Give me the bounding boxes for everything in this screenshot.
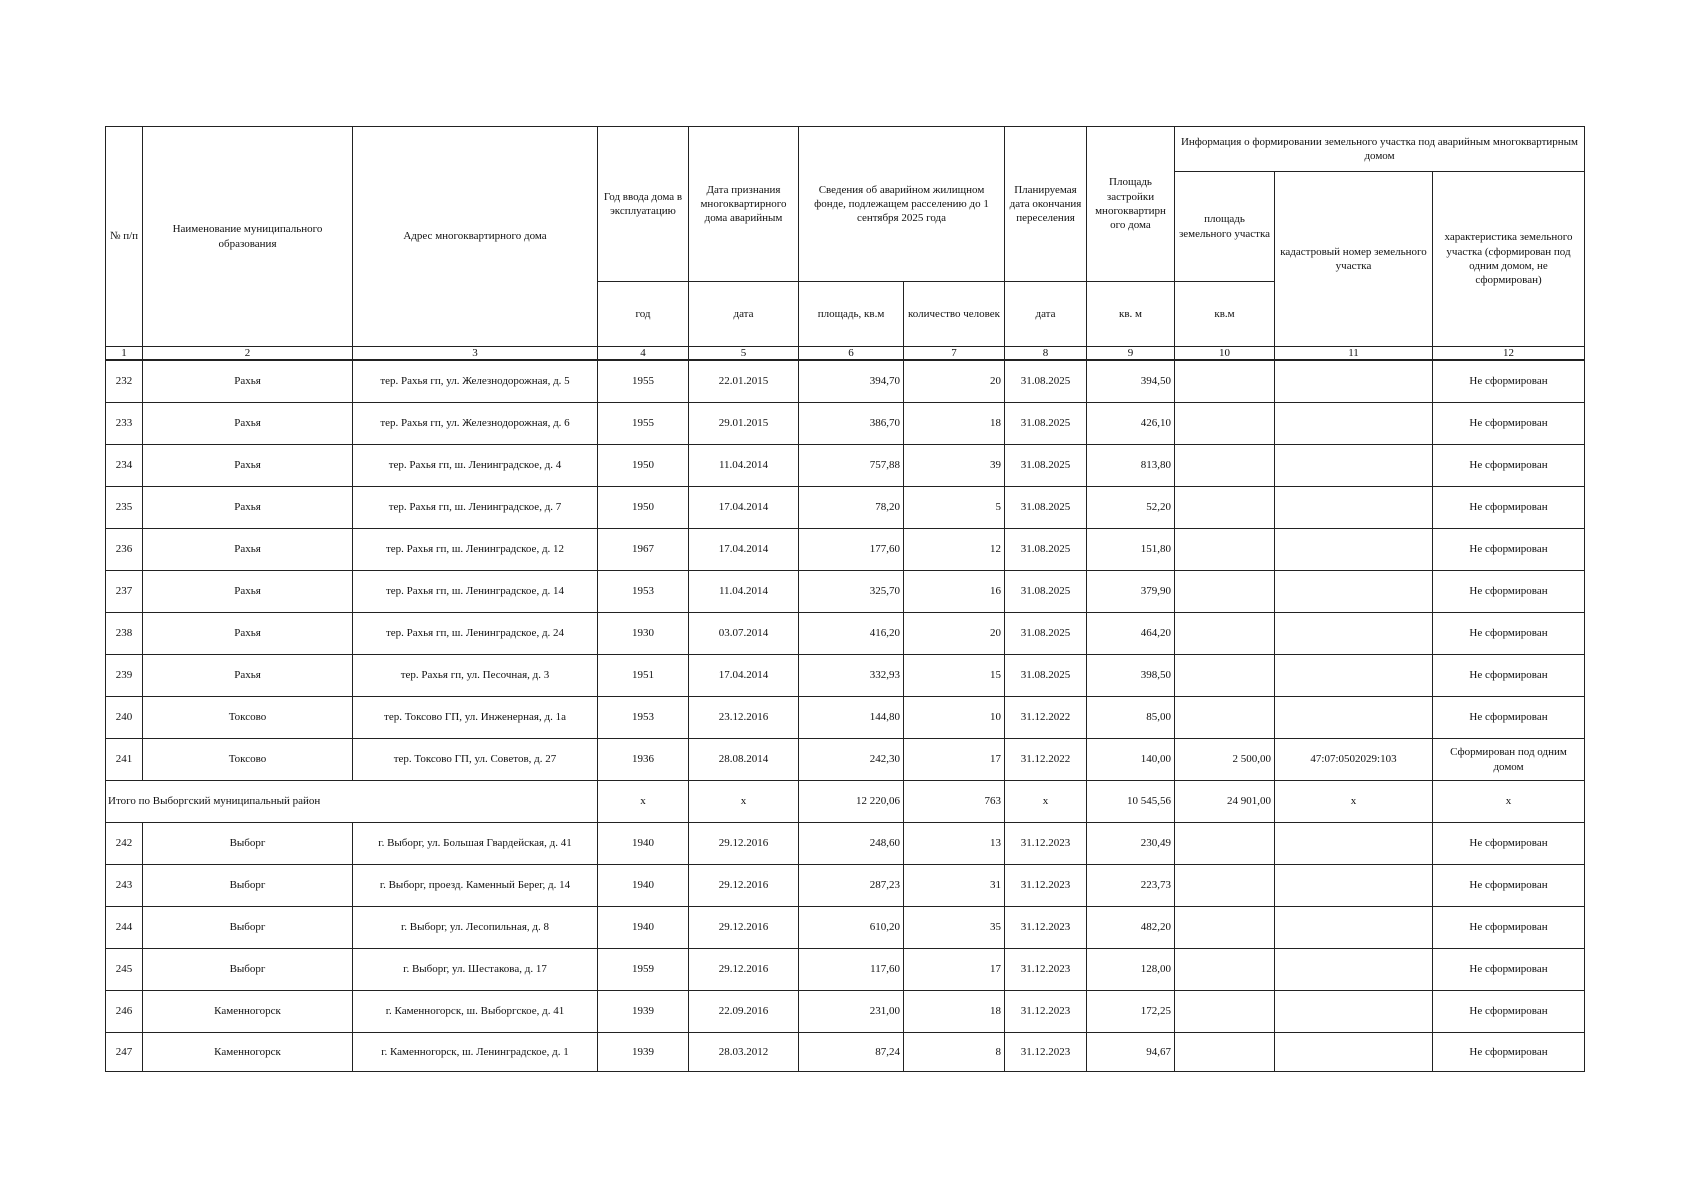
table-row [106,487,1585,529]
cell-number: 234 [106,445,143,487]
cell-municipality: Рахья [143,487,353,529]
document-sheet [105,126,1585,1072]
cell-area: 394,70 [799,360,904,403]
cell-address: г. Выборг, ул. Шестакова, д. 17 [353,949,598,991]
cell-area: 757,88 [799,445,904,487]
cell-year-built: 1939 [598,1033,689,1072]
cell-built-area: 464,20 [1087,613,1175,655]
cell-built-area: 52,20 [1087,487,1175,529]
cell-area: 287,23 [799,865,904,907]
cell-cadastral [1275,907,1433,949]
cell-year-built: 1967 [598,529,689,571]
cell-date-recognized: 03.07.2014 [689,613,799,655]
cell-area: 332,93 [799,655,904,697]
cell-address: г. Выборг, проезд. Каменный Берег, д. 14 [353,865,598,907]
cell-land-char: Не сформирован [1433,949,1585,991]
cell-land-area [1175,529,1275,571]
cell-people: 16 [904,571,1005,613]
cell-number: 242 [106,823,143,865]
cell-municipality: Рахья [143,529,353,571]
header-planned-date: Планируемая дата окончания переселения [1005,127,1087,282]
cell-cadastral [1275,529,1433,571]
cell-people: 8 [904,1033,1005,1072]
cell-address: г. Выборг, ул. Большая Гвардейская, д. 41 [353,823,598,865]
cell-number: 239 [106,655,143,697]
cell-planned-date: 31.12.2023 [1005,1033,1087,1072]
cell-built-area: 151,80 [1087,529,1175,571]
cell-planned-date: 31.08.2025 [1005,613,1087,655]
cell-municipality: Токсово [143,739,353,781]
cell-planned-date: 31.08.2025 [1005,571,1087,613]
total-area: 12 220,06 [799,781,904,823]
cell-area: 610,20 [799,907,904,949]
column-numbers-row [106,347,1585,361]
header-date-recognized: Дата признания многоквартирного дома аварийным [689,127,799,282]
cell-people: 15 [904,655,1005,697]
cell-land-char: Не сформирован [1433,529,1585,571]
cell-people: 18 [904,403,1005,445]
cell-land-area [1175,487,1275,529]
cell-address: тер. Рахья гп, ул. Железнодорожная, д. 5 [353,360,598,403]
cell-cadastral [1275,991,1433,1033]
cell-municipality: Рахья [143,445,353,487]
total-date: x [689,781,799,823]
column-number: 10 [1175,347,1275,361]
cell-planned-date: 31.08.2025 [1005,529,1087,571]
cell-people: 39 [904,445,1005,487]
cell-built-area: 379,90 [1087,571,1175,613]
column-number: 9 [1087,347,1175,361]
cell-number: 233 [106,403,143,445]
total-built-area: 10 545,56 [1087,781,1175,823]
cell-land-char: Не сформирован [1433,697,1585,739]
table-row [106,865,1585,907]
cell-people: 18 [904,991,1005,1033]
table-row [106,949,1585,991]
cell-year-built: 1950 [598,445,689,487]
cell-date-recognized: 23.12.2016 [689,697,799,739]
cell-year-built: 1953 [598,571,689,613]
cell-built-area: 94,67 [1087,1033,1175,1072]
cell-date-recognized: 29.12.2016 [689,823,799,865]
cell-area: 416,20 [799,613,904,655]
cell-built-area: 813,80 [1087,445,1175,487]
cell-number: 237 [106,571,143,613]
header-no: № п/п [106,127,143,347]
cell-area: 248,60 [799,823,904,865]
unit-date: дата [689,282,799,347]
table-row [106,739,1585,781]
cell-planned-date: 31.12.2022 [1005,697,1087,739]
total-planned: x [1005,781,1087,823]
cell-built-area: 426,10 [1087,403,1175,445]
column-number: 11 [1275,347,1433,361]
header-land-area: площадь земельного участка [1175,172,1275,282]
unit-planned-date: дата [1005,282,1087,347]
cell-cadastral [1275,571,1433,613]
cell-year-built: 1940 [598,907,689,949]
column-number: 1 [106,347,143,361]
cell-date-recognized: 29.12.2016 [689,907,799,949]
cell-year-built: 1950 [598,487,689,529]
emergency-housing-table [105,126,1585,1072]
cell-date-recognized: 28.03.2012 [689,1033,799,1072]
cell-year-built: 1959 [598,949,689,991]
cell-cadastral [1275,403,1433,445]
cell-municipality: Выборг [143,865,353,907]
cell-date-recognized: 11.04.2014 [689,571,799,613]
cell-land-area [1175,949,1275,991]
column-number: 5 [689,347,799,361]
table-row [106,1033,1585,1072]
total-label: Итого по Выборгский муниципальный район [106,781,598,823]
table-row [106,613,1585,655]
cell-built-area: 128,00 [1087,949,1175,991]
cell-number: 240 [106,697,143,739]
cell-year-built: 1936 [598,739,689,781]
cell-land-area [1175,360,1275,403]
cell-land-char: Не сформирован [1433,655,1585,697]
cell-cadastral [1275,697,1433,739]
cell-planned-date: 31.12.2022 [1005,739,1087,781]
total-row [106,781,1585,823]
cell-municipality: Рахья [143,613,353,655]
cell-date-recognized: 22.01.2015 [689,360,799,403]
cell-land-area [1175,865,1275,907]
cell-people: 35 [904,907,1005,949]
cell-planned-date: 31.12.2023 [1005,907,1087,949]
cell-cadastral [1275,865,1433,907]
cell-planned-date: 31.08.2025 [1005,360,1087,403]
cell-address: тер. Токсово ГП, ул. Советов, д. 27 [353,739,598,781]
cell-address: тер. Рахья гп, ш. Ленинградское, д. 24 [353,613,598,655]
cell-built-area: 398,50 [1087,655,1175,697]
table-row [106,823,1585,865]
table-row [106,907,1585,949]
cell-date-recognized: 17.04.2014 [689,655,799,697]
cell-municipality: Выборг [143,949,353,991]
cell-address: тер. Рахья гп, ул. Песочная, д. 3 [353,655,598,697]
cell-area: 177,60 [799,529,904,571]
cell-planned-date: 31.08.2025 [1005,403,1087,445]
table-row [106,360,1585,403]
cell-land-char: Не сформирован [1433,360,1585,403]
total-year: x [598,781,689,823]
cell-area: 117,60 [799,949,904,991]
cell-area: 87,24 [799,1033,904,1072]
cell-municipality: Рахья [143,655,353,697]
column-number: 2 [143,347,353,361]
cell-land-char: Сформирован под одним домом [1433,739,1585,781]
cell-land-area [1175,655,1275,697]
cell-municipality: Рахья [143,571,353,613]
cell-area: 144,80 [799,697,904,739]
cell-land-char: Не сформирован [1433,613,1585,655]
cell-cadastral [1275,655,1433,697]
cell-planned-date: 31.12.2023 [1005,991,1087,1033]
cell-land-char: Не сформирован [1433,823,1585,865]
header-built-area: Площадь застройки многоквартирн ого дома [1087,127,1175,282]
cell-built-area: 394,50 [1087,360,1175,403]
unit-land-sqm: кв.м [1175,282,1275,347]
cell-land-area [1175,1033,1275,1072]
cell-date-recognized: 11.04.2014 [689,445,799,487]
cell-planned-date: 31.12.2023 [1005,865,1087,907]
cell-land-char: Не сформирован [1433,865,1585,907]
cell-date-recognized: 29.12.2016 [689,865,799,907]
cell-people: 20 [904,360,1005,403]
cell-address: тер. Рахья гп, ул. Железнодорожная, д. 6 [353,403,598,445]
header-address: Адрес многоквартирного дома [353,127,598,347]
cell-planned-date: 31.12.2023 [1005,949,1087,991]
total-people: 763 [904,781,1005,823]
table-row [106,403,1585,445]
cell-land-area [1175,445,1275,487]
cell-number: 241 [106,739,143,781]
cell-land-area [1175,571,1275,613]
cell-municipality: Токсово [143,697,353,739]
cell-address: тер. Рахья гп, ш. Ленинградское, д. 4 [353,445,598,487]
header-cadastral: кадастровый номер земельного участка [1275,172,1433,347]
cell-number: 236 [106,529,143,571]
table-row [106,571,1585,613]
unit-people: количество человек [904,282,1005,347]
cell-address: тер. Токсово ГП, ул. Инженерная, д. 1а [353,697,598,739]
cell-people: 13 [904,823,1005,865]
cell-number: 247 [106,1033,143,1072]
cell-planned-date: 31.12.2023 [1005,823,1087,865]
cell-number: 232 [106,360,143,403]
cell-date-recognized: 17.04.2014 [689,487,799,529]
cell-address: тер. Рахья гп, ш. Ленинградское, д. 14 [353,571,598,613]
cell-built-area: 140,00 [1087,739,1175,781]
table-row [106,655,1585,697]
cell-land-area [1175,697,1275,739]
total-cadastral: x [1275,781,1433,823]
table-row [106,991,1585,1033]
cell-land-area [1175,907,1275,949]
table-body [106,360,1585,1072]
cell-land-char: Не сформирован [1433,991,1585,1033]
unit-built-sqm: кв. м [1087,282,1175,347]
cell-planned-date: 31.08.2025 [1005,445,1087,487]
cell-address: г. Каменногорск, ш. Выборгское, д. 41 [353,991,598,1033]
cell-address: г. Каменногорск, ш. Ленинградское, д. 1 [353,1033,598,1072]
cell-cadastral [1275,487,1433,529]
cell-number: 245 [106,949,143,991]
cell-area: 78,20 [799,487,904,529]
cell-municipality: Рахья [143,360,353,403]
cell-land-char: Не сформирован [1433,571,1585,613]
cell-area: 386,70 [799,403,904,445]
cell-number: 244 [106,907,143,949]
cell-area: 231,00 [799,991,904,1033]
unit-area: площадь, кв.м [799,282,904,347]
cell-date-recognized: 29.12.2016 [689,949,799,991]
header-mo-name: Наименование муниципального образования [143,127,353,347]
cell-cadastral [1275,445,1433,487]
column-number: 12 [1433,347,1585,361]
cell-date-recognized: 29.01.2015 [689,403,799,445]
cell-year-built: 1953 [598,697,689,739]
cell-year-built: 1955 [598,403,689,445]
header-year-built: Год ввода дома в эксплуатацию [598,127,689,282]
cell-municipality: Выборг [143,907,353,949]
header-land-char: характеристика земельного участка (сформирован под одним домом, не сформирован) [1433,172,1585,347]
cell-people: 5 [904,487,1005,529]
cell-year-built: 1955 [598,360,689,403]
column-number: 4 [598,347,689,361]
column-number: 3 [353,347,598,361]
cell-land-area [1175,403,1275,445]
cell-number: 235 [106,487,143,529]
cell-cadastral [1275,949,1433,991]
column-number: 7 [904,347,1005,361]
cell-year-built: 1930 [598,613,689,655]
cell-people: 12 [904,529,1005,571]
cell-planned-date: 31.08.2025 [1005,487,1087,529]
column-number: 8 [1005,347,1087,361]
cell-year-built: 1951 [598,655,689,697]
cell-land-area [1175,613,1275,655]
cell-people: 20 [904,613,1005,655]
cell-number: 246 [106,991,143,1033]
cell-people: 17 [904,739,1005,781]
cell-cadastral [1275,613,1433,655]
table-row [106,445,1585,487]
cell-cadastral [1275,823,1433,865]
column-number: 6 [799,347,904,361]
cell-built-area: 230,49 [1087,823,1175,865]
cell-area: 325,70 [799,571,904,613]
cell-built-area: 482,20 [1087,907,1175,949]
cell-land-char: Не сформирован [1433,487,1585,529]
cell-address: г. Выборг, ул. Лесопильная, д. 8 [353,907,598,949]
cell-number: 238 [106,613,143,655]
cell-cadastral: 47:07:0502029:103 [1275,739,1433,781]
cell-land-char: Не сформирован [1433,1033,1585,1072]
cell-land-area: 2 500,00 [1175,739,1275,781]
cell-date-recognized: 22.09.2016 [689,991,799,1033]
cell-planned-date: 31.08.2025 [1005,655,1087,697]
cell-municipality: Каменногорск [143,1033,353,1072]
cell-municipality: Рахья [143,403,353,445]
total-land-char: x [1433,781,1585,823]
cell-municipality: Каменногорск [143,991,353,1033]
cell-municipality: Выборг [143,823,353,865]
cell-built-area: 172,25 [1087,991,1175,1033]
cell-land-area [1175,991,1275,1033]
header-land-info: Информация о формировании земельного участка под аварийным многоквартирным домом [1175,127,1585,172]
cell-people: 31 [904,865,1005,907]
cell-people: 10 [904,697,1005,739]
cell-year-built: 1939 [598,991,689,1033]
cell-people: 17 [904,949,1005,991]
cell-address: тер. Рахья гп, ш. Ленинградское, д. 12 [353,529,598,571]
table-row [106,529,1585,571]
cell-date-recognized: 17.04.2014 [689,529,799,571]
cell-cadastral [1275,360,1433,403]
cell-built-area: 223,73 [1087,865,1175,907]
cell-land-char: Не сформирован [1433,403,1585,445]
cell-land-char: Не сформирован [1433,907,1585,949]
total-land-area: 24 901,00 [1175,781,1275,823]
unit-year: год [598,282,689,347]
header-fund-info: Сведения об аварийном жилищном фонде, подлежащем расселению до 1 сентября 2025 года [799,127,1005,282]
cell-land-area [1175,823,1275,865]
cell-address: тер. Рахья гп, ш. Ленинградское, д. 7 [353,487,598,529]
cell-year-built: 1940 [598,823,689,865]
cell-built-area: 85,00 [1087,697,1175,739]
cell-land-char: Не сформирован [1433,445,1585,487]
cell-year-built: 1940 [598,865,689,907]
cell-area: 242,30 [799,739,904,781]
cell-cadastral [1275,1033,1433,1072]
cell-number: 243 [106,865,143,907]
cell-date-recognized: 28.08.2014 [689,739,799,781]
table-row [106,697,1585,739]
